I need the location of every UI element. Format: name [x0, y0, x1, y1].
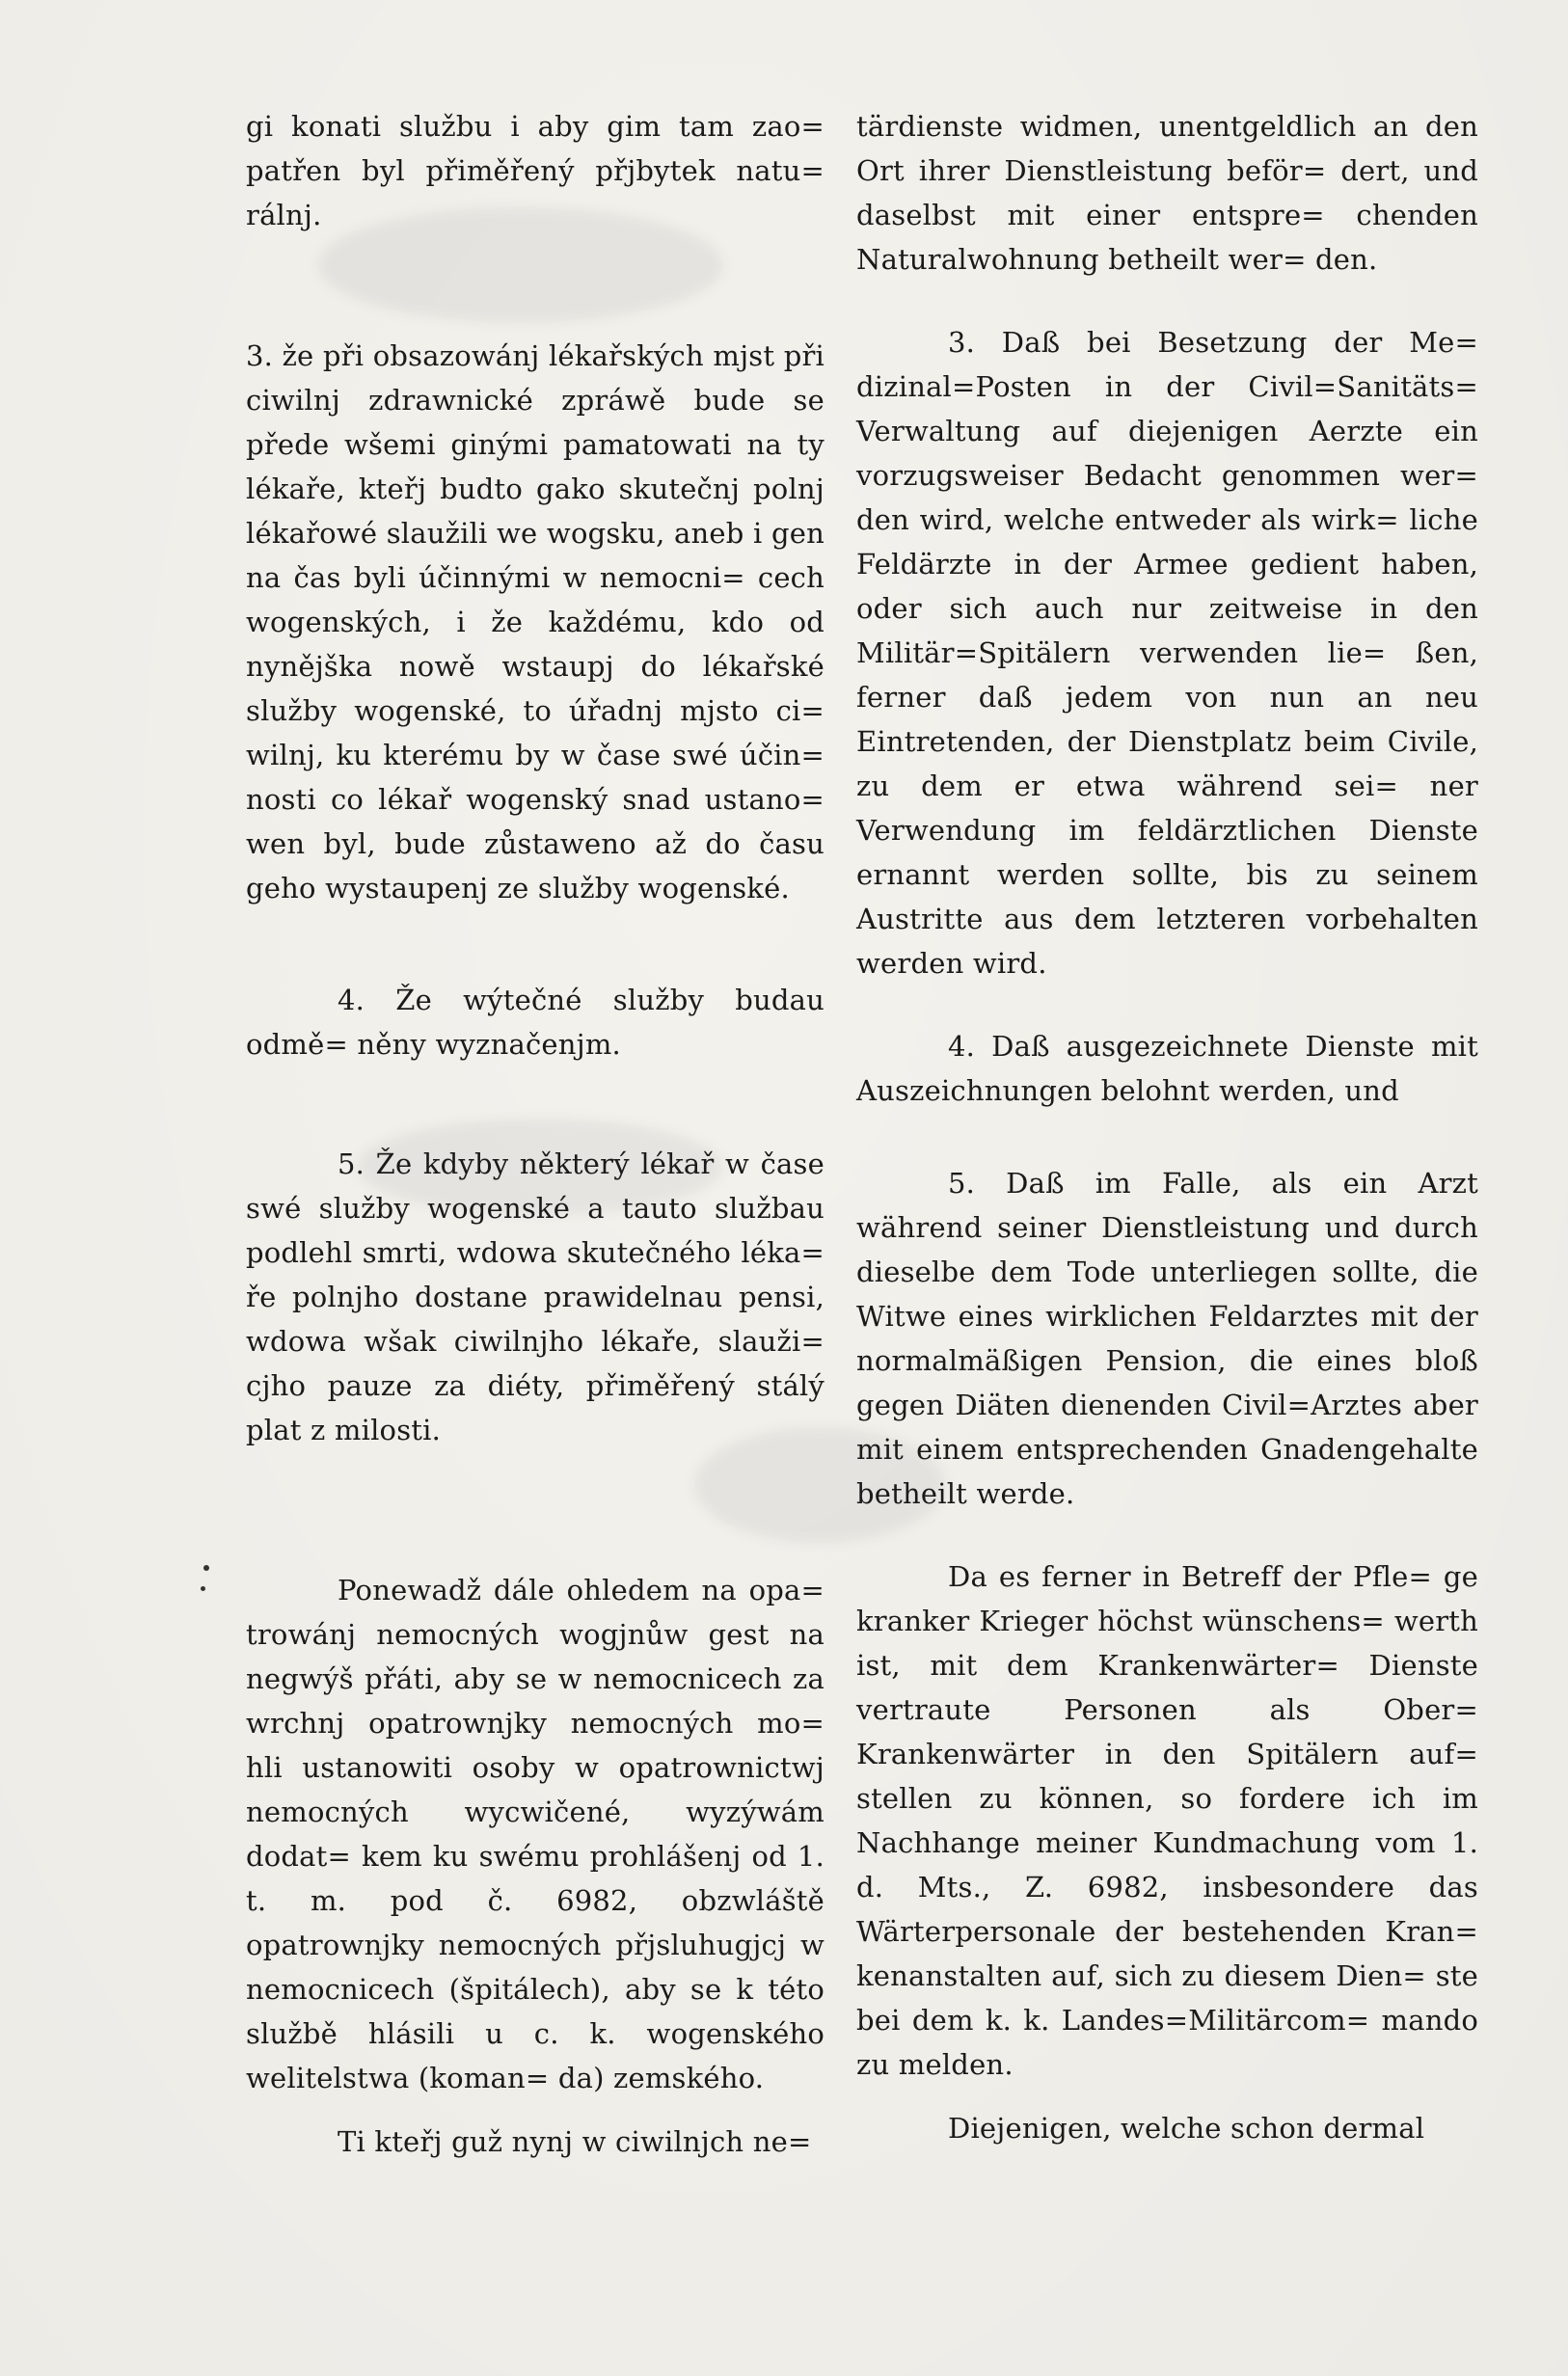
czech-column — [246, 104, 825, 2164]
czech-paragraph-ti: Ti kteřj guž nynj w ciwilnjch ne= — [338, 2125, 812, 2158]
german-item-5: 5. Daß im Falle, als ein Arzt während seiner Dienstleistung und durch dieselbe dem Tode unterliegen sollte, die Witwe eines wirklichen Feldarztes mit der normalmäßigen Pension, die eines bloß gegen Diäten dienenden Civil=Arztes aber mit einem entsprechenden Gnadengehalte betheilt werde. — [856, 1167, 1478, 1510]
czech-paragraph-ponewadz: Ponewadž dále ohledem na opa= trowánj nemocných wogjnůw gest na negwýš přáti, aby se w nemocnicech za wrchnj opatrownjky nemocných mo= hli ustanowiti osoby w opatrownictwj nemocných wycwičené, wyzýwám dodat= kem ku swému prohlášenj od 1. t. m. pod č. 6982, obzwláště opatrownjky nemocných přjsluhugjcj w nemocnicech (špitálech), aby se k této službě hlásili u c. k. wogenského welitelstwa (koman= da) zemského. — [246, 1574, 825, 2094]
ink-speck — [203, 1565, 209, 1571]
german-item-3: 3. Daß bei Besetzung der Me= dizinal=Posten in der Civil=Sanitäts= Verwaltung auf diejenigen Aerzte ein vorzugsweiser Bedacht genommen wer= den wird, welche entweder als wirk= liche Feldärzte in der Armee gedient haben, oder sich auch nur zeitweise in den Militär=Spitälern verwenden lie= ßen, ferner daß jedem von nun an neu Eintretenden, der Dienstplatz beim Civile, zu dem er etwa während sei= ner Verwendung im feldärztlichen Dienste ernannt werden sollte, bis zu seinem Austritte aus dem letzteren vorbehalten werden wird. — [856, 326, 1478, 980]
german-paragraph-da: Da es ferner in Betreff der Pfle= ge kranker Krieger höchst wünschens= werth ist, mit dem Krankenwärter= Dienste vertraute Personen als Ober= Krankenwärter in den Spitälern auf= stellen zu können, so fordere ich im Nachhange meiner Kundmachung vom 1. d. Mts., Z. 6982, insbesondere das Wärterpersonale der bestehenden Kran= kenanstalten auf, sich zu diesem Dien= ste bei dem k. k. Landes=Militärcom= mando zu melden. — [856, 1560, 1478, 2081]
german-column — [856, 104, 1478, 2150]
czech-item-3: 3. že při obsazowánj lékařských mjst při ciwilnj zdrawnické zpráwě bude se přede wšemi ginými pamatowati na ty lékaře, kteřj budto gako skutečnj polnj lékařowé slaužili we wogsku, aneb i gen na čas byli účinnými w nemocni= cech wogenských, i že každému, kdo od nynějška nowě wstaupj do lékařské služby wogenské, to úřadnj mjsto ci= wilnj, ku kterému by w čase swé účin= nosti co lékař wogenský snad ustano= wen byl, bude zůstaweno až do času geho wystaupenj ze služby wogenské. — [246, 339, 825, 904]
czech-item-5: 5. Že kdyby některý lékař w čase swé služby wogenské a tauto službau podlehl smrti, wdowa skutečného léka= ře polnjho dostane prawidelnau pensi, wdowa wšak ciwilnjho lékaře, slauži= cjho pauze za diéty, přiměřený stálý plat z milosti. — [246, 1148, 825, 1446]
german-item-4: 4. Daß ausgezeichnete Dienste mit Auszeichnungen belohnt werden, und — [856, 1030, 1478, 1107]
ink-speck — [201, 1586, 205, 1591]
german-paragraph-diejenigen: Diejenigen, welche schon dermal — [948, 2112, 1425, 2145]
czech-item-4: 4. Že wýtečné služby budau odmě= něny wyznačenjm. — [246, 984, 825, 1061]
czech-continuation: gi konati službu i aby gim tam zao= patřen byl přiměřený přjbytek natu= rálnj. — [246, 110, 825, 231]
german-continuation: tärdienste widmen, unentgeldlich an den Ort ihrer Dienstleistung beför= dert, und daselbst mit einer entspre= chenden Naturalwohnung betheilt wer= den. — [856, 110, 1478, 276]
